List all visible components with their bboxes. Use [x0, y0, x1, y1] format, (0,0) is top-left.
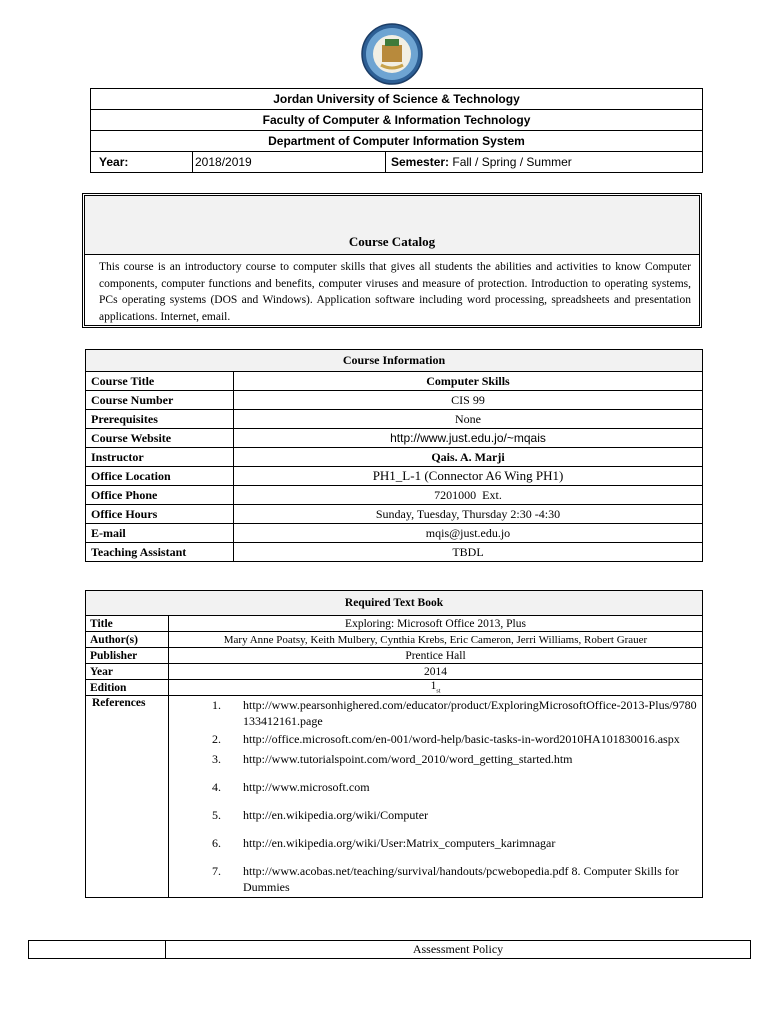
semester-value: Fall / Spring / Summer: [452, 155, 572, 169]
reference-number: 4.: [212, 780, 221, 794]
assessment-empty-cell: [29, 941, 166, 959]
year-value: 2014: [169, 664, 703, 680]
table-row: [86, 680, 703, 696]
table-row: [86, 632, 703, 648]
course-information-table: [85, 349, 703, 562]
row-label: Author(s): [86, 632, 169, 648]
references-label: References: [86, 696, 169, 898]
course-catalog-title: Course Catalog: [348, 234, 436, 249]
course-number-value: CIS 99: [234, 391, 703, 410]
reference-number: 5.: [212, 808, 221, 822]
office-phone-value: 7201000 Ext.: [234, 486, 703, 505]
table-row: [86, 448, 703, 467]
reference-link[interactable]: http://office.microsoft.com/en-001/word-help/basic-tasks-in-word2010HA101830016.aspx: [243, 732, 680, 746]
row-label: Course Number: [86, 391, 234, 410]
row-label: Course Title: [86, 372, 234, 391]
book-title-value: Exploring: Microsoft Office 2013, Plus: [169, 616, 703, 632]
department-name: Department of Computer Information System: [91, 131, 703, 152]
reference-number: 2.: [212, 732, 221, 746]
table-row: [86, 696, 703, 898]
table-row: [86, 372, 703, 391]
reference-link[interactable]: http://www.acobas.net/teaching/survival/handouts/pcwebopedia.pdf 8. Computer Skills for Dummies: [243, 864, 679, 894]
office-location-value: PH1_L-1 (Connector A6 Wing PH1): [234, 467, 703, 486]
course-catalog-text: This course is an introductory course to computer skills that gives all students the abilities and activities to know Computer components, computer functions and benefits, computer viruses and measure of protection. Introduction to operating systems, PCs operating systems (DOS and Windows). Application software including word processing, spreadsheets and presentation applications. Internet, email.: [99, 261, 691, 323]
row-label: Instructor: [86, 448, 234, 467]
table-row: [86, 410, 703, 429]
row-label: Edition: [86, 680, 169, 696]
table-row: [86, 524, 703, 543]
instructor-value: Qais. A. Marji: [234, 448, 703, 467]
required-text-book-title: Required Text Book: [86, 591, 703, 616]
reference-link[interactable]: http://www.pearsonhighered.com/educator/product/ExploringMicrosoftOffice-2013-Plus/9780133412161.page: [243, 698, 697, 728]
reference-link[interactable]: http://en.wikipedia.org/wiki/Computer: [243, 808, 429, 822]
table-row: [86, 486, 703, 505]
row-label: Title: [86, 616, 169, 632]
table-row: [86, 616, 703, 632]
course-catalog-box: [82, 193, 702, 328]
publisher-value: Prentice Hall: [169, 648, 703, 664]
table-row: [86, 391, 703, 410]
prerequisites-value: None: [234, 410, 703, 429]
references-cell: [169, 696, 703, 898]
list-item: [169, 751, 702, 767]
row-label: Prerequisites: [86, 410, 234, 429]
reference-link[interactable]: http://en.wikipedia.org/wiki/User:Matrix_computers_karimnagar: [243, 836, 556, 850]
semester-label: Semester:: [391, 155, 450, 169]
edition-number: 1: [430, 680, 437, 693]
list-item: [169, 807, 702, 823]
edition-suffix: st: [436, 688, 441, 695]
table-row: [86, 467, 703, 486]
row-label: Publisher: [86, 648, 169, 664]
faculty-name: Faculty of Computer & Information Technology: [91, 110, 703, 131]
list-item: [169, 697, 702, 729]
table-row: [86, 543, 703, 562]
list-item: [169, 863, 702, 895]
table-row: [86, 505, 703, 524]
course-information-title: Course Information: [86, 350, 703, 372]
teaching-assistant-value: TBDL: [234, 543, 703, 562]
reference-link[interactable]: http://www.microsoft.com: [243, 780, 370, 794]
table-row: [86, 648, 703, 664]
reference-number: 3.: [212, 752, 221, 766]
table-row: [86, 429, 703, 448]
assessment-policy-title: Assessment Policy: [166, 941, 751, 959]
row-label: Office Location: [86, 467, 234, 486]
row-label: Year: [86, 664, 169, 680]
authors-value: Mary Anne Poatsy, Keith Mulbery, Cynthia Krebs, Eric Cameron, Jerri Williams, Robert Grauer: [169, 632, 703, 648]
university-name: Jordan University of Science & Technology: [91, 89, 703, 110]
reference-number: 7.: [212, 864, 221, 878]
header-table: [90, 88, 703, 173]
course-title-value: Computer Skills: [234, 372, 703, 391]
list-item: [169, 835, 702, 851]
university-seal-icon: [361, 23, 423, 85]
table-row: [86, 664, 703, 680]
required-text-book-table: [85, 590, 703, 898]
row-label: Office Phone: [86, 486, 234, 505]
course-catalog-header: [85, 196, 699, 255]
office-hours-value: Sunday, Tuesday, Thursday 2:30 -4:30: [234, 505, 703, 524]
year-label: Year:: [91, 152, 193, 173]
semester-cell: [386, 152, 703, 173]
references-list: [169, 697, 702, 895]
reference-number: 1.: [212, 698, 221, 712]
reference-link[interactable]: http://www.tutorialspoint.com/word_2010/word_getting_started.htm: [243, 752, 573, 766]
row-label: Course Website: [86, 429, 234, 448]
edition-value: [169, 680, 703, 696]
email-link[interactable]: mqis@just.edu.jo: [234, 524, 703, 543]
reference-number: 6.: [212, 836, 221, 850]
row-label: Office Hours: [86, 505, 234, 524]
row-label: E-mail: [86, 524, 234, 543]
list-item: [169, 731, 702, 747]
course-website-link[interactable]: http://www.just.edu.jo/~mqais: [234, 429, 703, 448]
list-item: [169, 779, 702, 795]
assessment-policy-table: [28, 940, 751, 959]
row-label: Teaching Assistant: [86, 543, 234, 562]
year-value: 2018/2019: [193, 152, 386, 173]
